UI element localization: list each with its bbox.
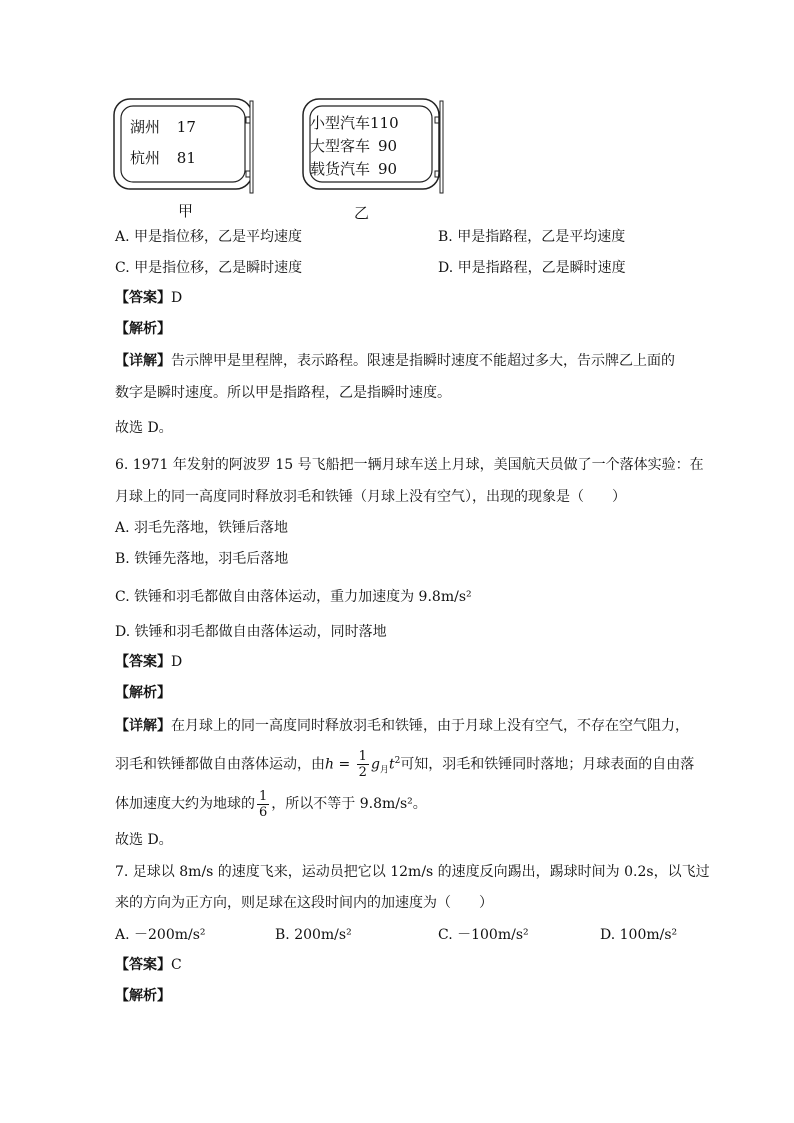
q6-answer-tag: 【答案】 [115,654,171,670]
sign-a-place-1: 湖州 [130,118,161,136]
q5-detail-tag: 【详解】 [115,353,171,369]
q6-stem-line-2: 月球上的同一高度同时释放羽毛和铁锤（月球上没有空气），出现的现象是（ ） [115,489,626,505]
formula-g: g [370,756,380,773]
sign-b-row-2 [310,135,397,157]
q7-option-d: D. 100m/s² [600,927,678,943]
q7-analysis-tag: 【解析】 [115,988,171,1004]
sign-b-caption: 乙 [354,204,370,222]
formula-g-sub: 月 [379,765,389,776]
sign-a-caption: 甲 [178,202,194,220]
q6-detail-text-2a: 羽毛和铁锤都做自由落体运动，由 [115,756,325,773]
q5-answer: D [171,290,183,306]
q5-answer-line [115,288,182,308]
sign-a-row-2 [130,148,196,168]
q5-option-d: D. 甲是指路程，乙是瞬时速度 [438,260,626,276]
q6-stem-line-1: 6. 1971 年发射的阿波罗 15 号飞船把一辆月球车送上月球，美国航天员做了一个落体实验：在 [115,457,704,473]
q5-conclusion: 故选 D。 [115,420,173,436]
q7-option-c: C. －100m/s² [438,927,529,943]
q6-option-b: B. 铁锤先落地，羽毛后落地 [115,551,289,567]
q6-conclusion: 故选 D。 [115,832,173,848]
sign-b-value-1: 110 [370,114,399,132]
q6-option-d: D. 铁锤和羽毛都做自由落体运动，同时落地 [115,624,387,640]
formula-t: t [388,756,395,773]
formula-half-denominator: 2 [358,765,367,781]
q5-analysis-tag: 【解析】 [115,321,171,337]
q6-answer: D [171,654,183,670]
q5-detail-line-2: 数字是瞬时速度。所以甲是指路程，乙是指瞬时速度。 [115,385,451,401]
formula-sixth-denominator: 6 [259,804,268,820]
sign-a-row-1 [130,117,196,137]
sign-b-type-3: 载货汽车 [310,160,371,178]
formula-fraction-half [357,749,369,780]
q5-option-c: C. 甲是指位移，乙是瞬时速度 [115,260,303,276]
q6-analysis-tag: 【解析】 [115,685,171,701]
formula-t-sup: 2 [394,756,401,766]
q6-detail-text-2b: 可知，羽毛和铁锤同时落地；月球表面的自由落 [400,756,695,773]
q5-detail-text-1: 告示牌甲是里程牌，表示路程。限速是指瞬时速度不能超过多大，告示牌乙上面的 [171,353,675,369]
sign-b-type-1: 小型汽车 [310,114,371,132]
formula-sixth-numerator: 1 [259,788,268,804]
sign-a-value-2: 81 [176,149,196,167]
sign-b-value-2: 90 [378,137,398,155]
q6-detail-line-3 [115,786,427,822]
sign-b-row-3 [310,158,397,180]
q6-option-a: A. 羽毛先落地，铁锤后落地 [115,520,289,536]
sign-a-value-1: 17 [176,118,196,136]
q5-option-a: A. 甲是指位移，乙是平均速度 [115,229,303,245]
q6-option-c: C. 铁锤和羽毛都做自由落体运动，重力加速度为 9.8m/s² [115,589,472,605]
q7-answer-tag: 【答案】 [115,957,171,973]
formula-fraction-sixth [257,789,269,820]
sign-b-type-2: 大型客车 [310,137,371,155]
q6-answer-line [115,652,182,672]
q5-detail-line-1 [115,351,675,371]
q6-detail-text-3b: ，所以不等于 9.8m/s²。 [271,796,427,812]
formula-half-numerator: 1 [358,749,367,765]
q5-answer-tag: 【答案】 [115,290,171,306]
q7-answer-line [115,955,182,975]
q7-stem-line-2: 来的方向为正方向，则足球在这段时间内的加速度为（ ） [115,895,493,911]
road-sign-figure [110,95,450,225]
q6-detail-text-3a: 体加速度大约为地球的 [115,796,255,812]
q6-detail-line-2 [115,743,694,788]
q7-option-a: A. －200m/s² [115,927,206,943]
q6-detail-line-1 [115,716,689,736]
formula-eq: = [334,756,355,773]
q6-detail-text-1: 在月球上的同一高度同时释放羽毛和铁锤，由于月球上没有空气，不存在空气阻力， [171,718,689,734]
q7-option-b: B. 200m/s² [275,927,352,943]
q6-detail-tag: 【详解】 [115,718,171,734]
q7-stem-line-1: 7. 足球以 8m/s 的速度飞来，运动员把它以 12m/s 的速度反向踢出，踢球时间为 0.2s，以飞过 [115,864,710,880]
q7-answer: C [171,957,182,973]
sign-b-row-1 [310,112,399,134]
q5-option-b: B. 甲是指路程，乙是平均速度 [438,229,626,245]
road-sign-drawing [110,95,450,195]
sign-a-place-2: 杭州 [130,149,161,167]
sign-b-value-3: 90 [378,160,398,178]
formula-h: h [325,756,335,773]
